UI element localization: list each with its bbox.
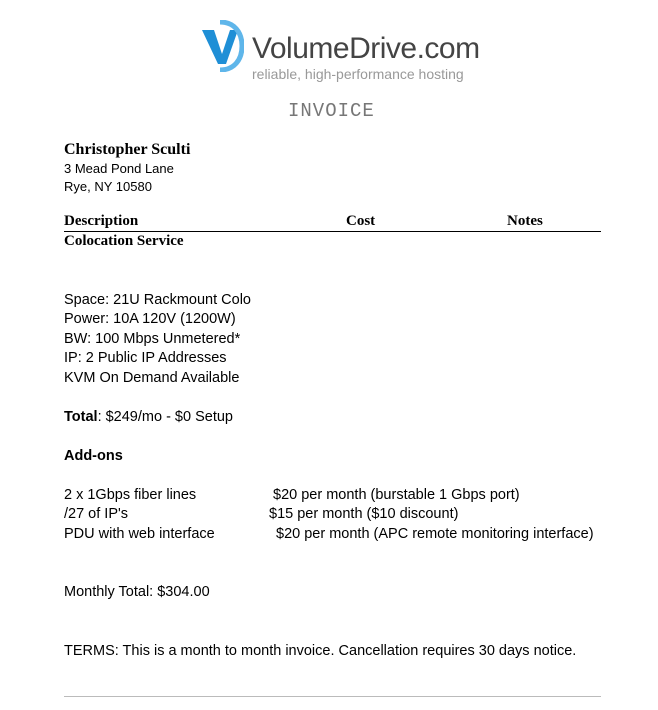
addon-price: $20 per month (APC remote monitoring interface): [276, 526, 594, 542]
spec-line: Space: 21U Rackmount Colo: [64, 292, 251, 308]
bottom-divider: [64, 696, 601, 697]
spec-line: KVM On Demand Available: [64, 370, 240, 386]
spec-line: BW: 100 Mbps Unmetered*: [64, 331, 241, 347]
header-divider: [64, 231, 601, 232]
header-cost: Cost: [346, 213, 376, 229]
brand-name: VolumeDrive.com: [252, 32, 480, 65]
invoice-title: INVOICE: [288, 100, 375, 122]
customer-address-line2: Rye, NY 10580: [64, 179, 152, 194]
terms: TERMS: This is a month to month invoice. Cancellation requires 30 days notice.: [64, 643, 577, 659]
customer-address-line1: 3 Mead Pond Lane: [64, 161, 174, 176]
addon-item: PDU with web interface: [64, 526, 215, 542]
brand-tagline: reliable, high-performance hosting: [252, 66, 464, 82]
addons-title: Add-ons: [64, 448, 123, 464]
volumedrive-logo-icon: [198, 20, 244, 72]
addon-price: $15 per month ($10 discount): [269, 506, 459, 522]
customer-name: Christopher Sculti: [64, 141, 191, 158]
spec-line: IP: 2 Public IP Addresses: [64, 350, 227, 366]
monthly-total: Monthly Total: $304.00: [64, 584, 210, 600]
spec-line: Power: 10A 120V (1200W): [64, 311, 236, 327]
service-title: Colocation Service: [64, 233, 184, 249]
total-line: [64, 409, 233, 425]
total-label: Total: [64, 409, 98, 425]
addon-item: 2 x 1Gbps fiber lines: [64, 487, 197, 503]
header-description: Description: [64, 213, 139, 229]
total-value: : $249/mo - $0 Setup: [97, 409, 233, 425]
addon-price: $20 per month (burstable 1 Gbps port): [273, 487, 520, 503]
header-notes: Notes: [507, 213, 543, 229]
addon-item: /27 of IP's: [64, 506, 129, 522]
